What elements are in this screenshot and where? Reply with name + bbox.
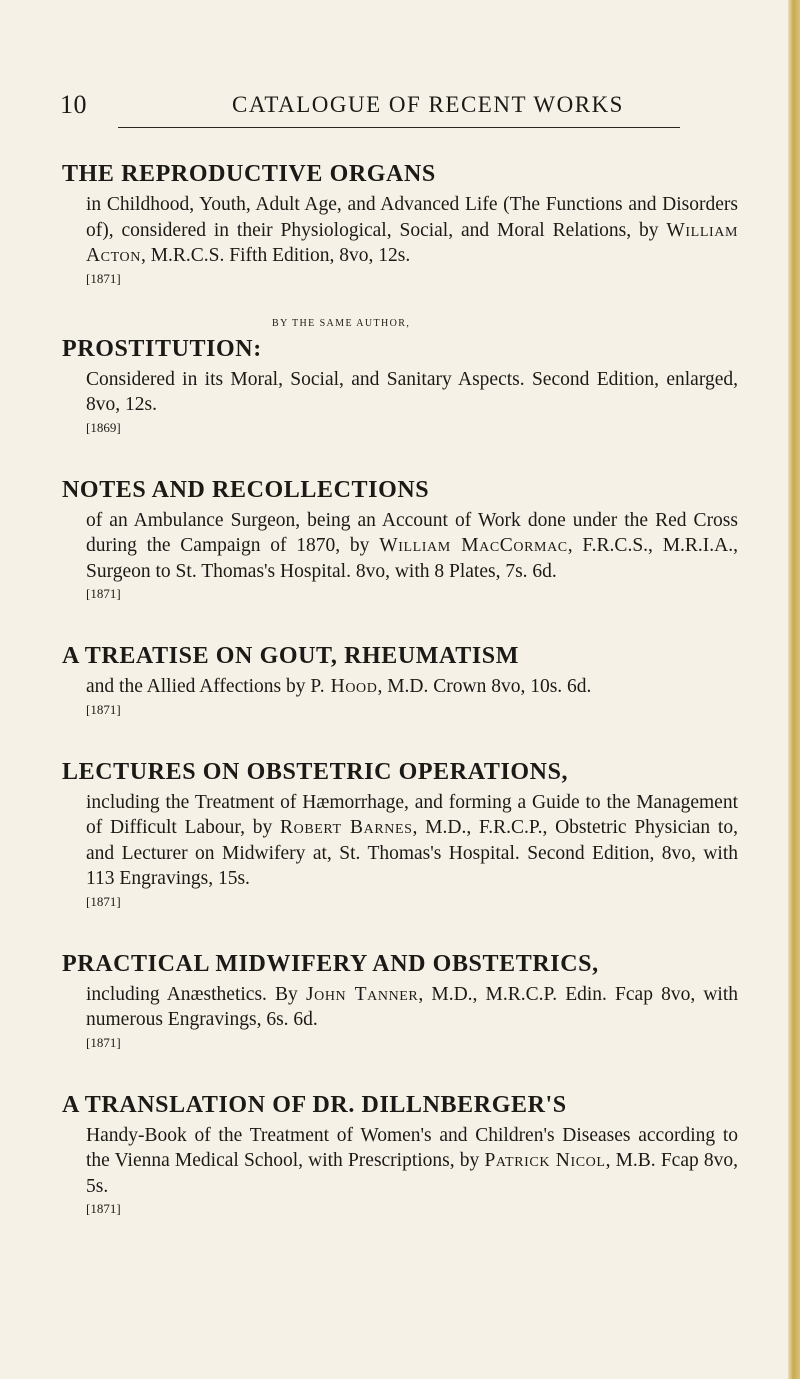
author-name: William Acton <box>86 219 738 266</box>
entry-title: NOTES AND RECOLLECTIONS <box>62 476 430 503</box>
publication-year: [1871] <box>86 1034 121 1050</box>
entry-description <box>86 508 738 603</box>
publication-year: [1871] <box>86 1201 121 1216</box>
catalogue-entry <box>62 642 742 718</box>
entry-title: A TRANSLATION OF DR. DILLNBERGER'S <box>62 1091 567 1118</box>
desc-text: and the Allied Affections by <box>86 676 311 697</box>
catalogue-entry <box>62 950 742 1051</box>
entry-description <box>86 1123 738 1218</box>
author-name: John Tanner <box>305 983 419 1005</box>
entry-description <box>86 367 738 436</box>
entry-title: A TREATISE ON GOUT, RHEUMATISM <box>62 643 519 669</box>
publication-year: [1871] <box>86 586 121 601</box>
publication-year: [1869] <box>86 419 121 435</box>
publication-year: [1871] <box>86 701 121 717</box>
desc-text: Handy-Book of the Treatment of Women's and Children's Diseases according to the Vienna Medical School, with Prescriptions, by <box>86 1124 738 1171</box>
desc-text: of an Ambulance Surgeon, being an Account of Work done under the Red Cross during the Campaign of 1870, by <box>86 509 738 556</box>
author-name: P. Hood <box>310 676 378 697</box>
catalogue-entry <box>62 1091 742 1218</box>
entry-description <box>86 192 738 287</box>
running-title: CATALOGUE OF RECENT WORKS <box>232 92 624 117</box>
desc-text: , F.R.C.S., M.R.I.A., Surgeon to St. Thomas's Hospital. 8vo, with 8 Plates, 7s. 6d. <box>86 535 738 582</box>
entry-title: LECTURES ON OBSTETRIC OPERATIONS, <box>62 758 569 785</box>
desc-text: including Anæsthetics. By <box>86 983 306 1005</box>
desc-text: , M.R.C.S. Fifth Edition, 8vo, 12s. <box>140 245 411 266</box>
desc-text: , M.D., M.R.C.P. Edin. Fcap 8vo, with numerous Engravings, 6s. 6d. <box>86 983 739 1030</box>
publication-year: [1871] <box>86 893 121 909</box>
catalogue-entry <box>62 317 742 436</box>
entry-description <box>86 674 738 718</box>
catalogue-entries <box>62 160 742 1257</box>
desc-text: in Childhood, Youth, Adult Age, and Advanced Life (The Functions and Disorders of), considered in their Physiological, Social, and Moral Relations, by <box>86 194 738 241</box>
desc-text: , M.B. Fcap 8vo, 5s. <box>86 1150 739 1197</box>
publication-year: [1871] <box>86 270 121 286</box>
catalogue-entry <box>62 758 742 910</box>
desc-text: including the Treatment of Hæmorrhage, and forming a Guide to the Management of Difficult Labour, by <box>86 791 738 838</box>
entry-description <box>86 982 738 1051</box>
entry-description <box>86 790 738 910</box>
running-head <box>60 90 740 120</box>
entry-title: THE REPRODUCTIVE ORGANS <box>62 161 436 187</box>
author-name: Robert Barnes <box>280 817 413 838</box>
entry-title: PRACTICAL MIDWIFERY AND OBSTETRICS, <box>62 950 599 977</box>
author-name: Patrick Nicol <box>484 1150 606 1171</box>
author-name: William MacCormac <box>379 535 568 556</box>
entry-title: PROSTITUTION: <box>62 335 262 362</box>
page-edge <box>788 0 800 1379</box>
catalogue-entry <box>62 160 742 287</box>
catalogue-entry <box>62 476 742 603</box>
entry-attribution: BY THE SAME AUTHOR, <box>272 317 411 329</box>
page-number: 10 <box>60 90 87 119</box>
desc-text: Considered in its Moral, Social, and Sanitary Aspects. Second Edition, enlarged, 8vo, 12s. <box>86 368 738 415</box>
header-rule <box>118 127 680 128</box>
desc-text: , M.D. Crown 8vo, 10s. 6d. <box>377 676 592 697</box>
desc-text: , M.D., F.R.C.P., Obstetric Physician to, and Lecturer on Midwifery at, St. Thomas's Hospital. Second Edition, 8vo, with 113 Engravings, 15s. <box>86 817 738 889</box>
